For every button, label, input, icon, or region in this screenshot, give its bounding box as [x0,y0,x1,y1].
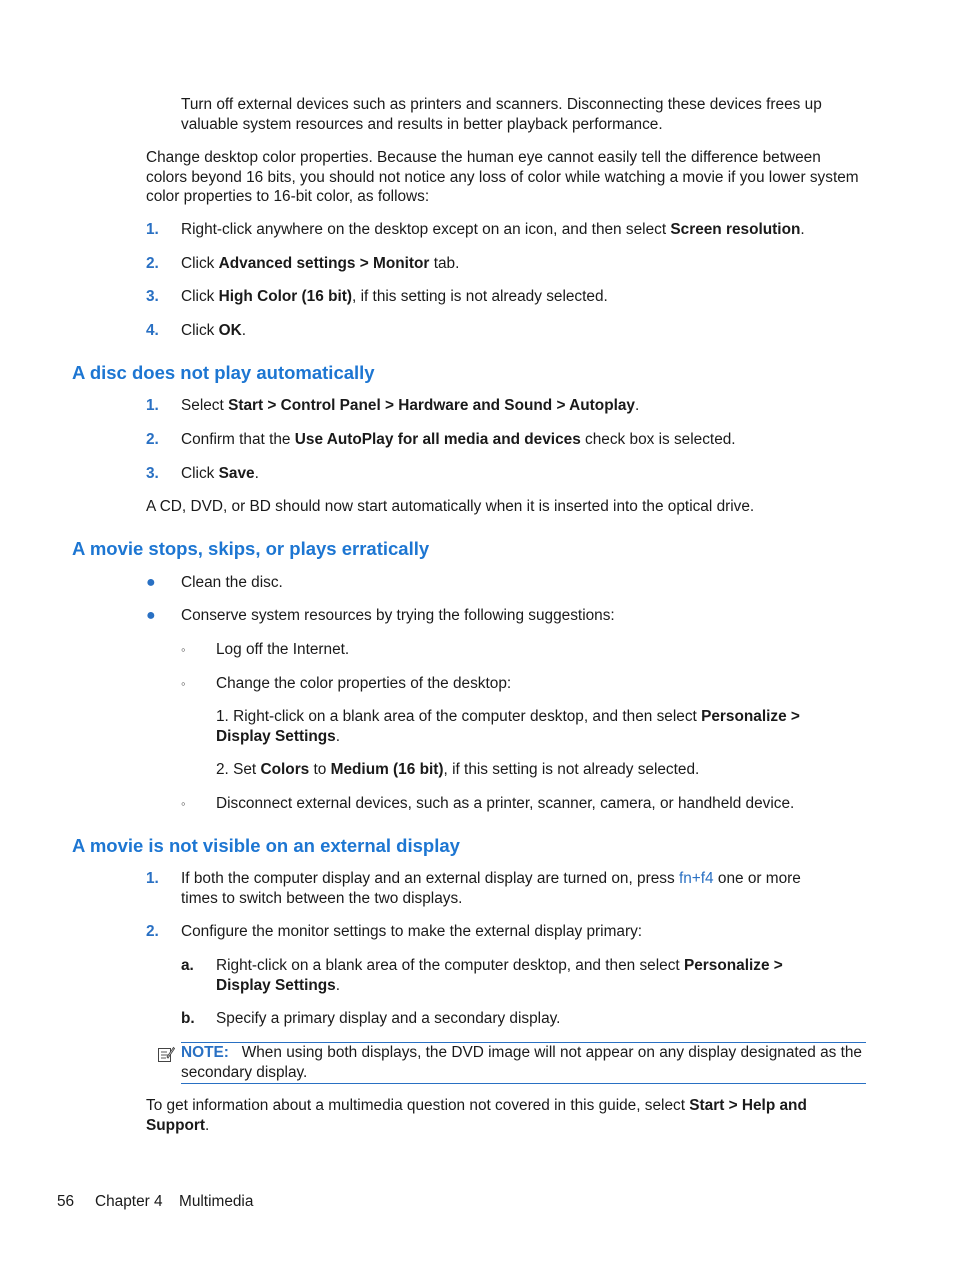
note-icon [157,1045,175,1063]
step-number: 3. [146,288,159,305]
step-text: Click Save. [181,465,259,482]
sub-step-text: Specify a primary display and a secondary display. [216,1010,561,1027]
intro-paragraph: Change desktop color properties. Because the human eye cannot easily tell the difference between colors beyond 16 bits, you should not notice any loss of color while watching a movie if you lower system color properties to 16-bit color, as follows: [146,149,859,205]
paragraph: A CD, DVD, or BD should now start automatically when it is inserted into the optical drive. [146,498,755,515]
sub-bullet-text: Log off the Internet. [216,641,350,658]
sub-step-label: b. [181,1010,195,1027]
step-number: 2. [146,923,159,940]
bullet-text: Conserve system resources by trying the following suggestions: [181,607,615,624]
sub-bullet-icon: ◦ [181,796,186,811]
sub-bullet-text: Change the color properties of the desktop: [216,675,512,692]
sub-bullet-icon: ◦ [181,642,186,657]
step-number: 4. [146,322,159,339]
fn-f4-link[interactable]: fn+f4 [678,870,714,887]
step-text: Select Start > Control Panel > Hardware and Sound > Autoplay. [181,397,640,414]
sub-step-text: 2. Set Colors to Medium (16 bit), if this setting is not already selected. [216,761,700,778]
footer-chapter: Chapter 4 [95,1193,163,1210]
footer-title: Multimedia [179,1193,254,1210]
step-number: 2. [146,431,159,448]
step-text: Configure the monitor settings to make the external display primary: [181,923,643,940]
step-number: 3. [146,465,159,482]
step-number: 1. [146,397,159,414]
sub-step-text: 1. Right-click on a blank area of the computer desktop, and then select Personalize > Display Settings. [216,708,800,745]
sub-bullet-text: Disconnect external devices, such as a printer, scanner, camera, or handheld device. [216,795,795,812]
bullet-text: Clean the disc. [181,574,283,591]
step-text: Click OK. [181,322,246,339]
sub-bullet-icon: ◦ [181,676,186,691]
bullet-icon: ● [146,574,156,591]
closing-paragraph: To get information about a multimedia question not covered in this guide, select Start > Help and Support. [146,1097,807,1134]
step-text: Right-click anywhere on the desktop except on an icon, and then select Screen resolution. [181,221,805,238]
step-number: 1. [146,221,159,238]
sub-step-text: Right-click on a blank area of the computer desktop, and then select Personalize > Display Settings. [216,957,783,994]
step-number: 1. [146,870,159,887]
note-text: NOTE: When using both displays, the DVD image will not appear on any display designated as the secondary display. [181,1044,862,1081]
section-heading-external-display: A movie is not visible on an external display [72,835,460,856]
section-heading-erratic-playback: A movie stops, skips, or plays erratically [72,538,430,559]
intro-indented-paragraph: Turn off external devices such as printers and scanners. Disconnecting these devices frees up valuable system resources and results in better playback performance. [181,96,822,133]
step-text: Click High Color (16 bit), if this setting is not already selected. [181,288,608,305]
step-text: If both the computer display and an external display are turned on, press fn+f4 one or more times to switch between the two displays. [181,870,801,907]
bullet-icon: ● [146,607,156,624]
page-number: 56 [57,1193,75,1210]
step-text: Click Advanced settings > Monitor tab. [181,255,460,272]
section-heading-autoplay: A disc does not play automatically [72,362,375,383]
step-number: 2. [146,255,159,272]
step-text: Confirm that the Use AutoPlay for all media and devices check box is selected. [181,431,736,448]
sub-step-label: a. [181,957,194,974]
